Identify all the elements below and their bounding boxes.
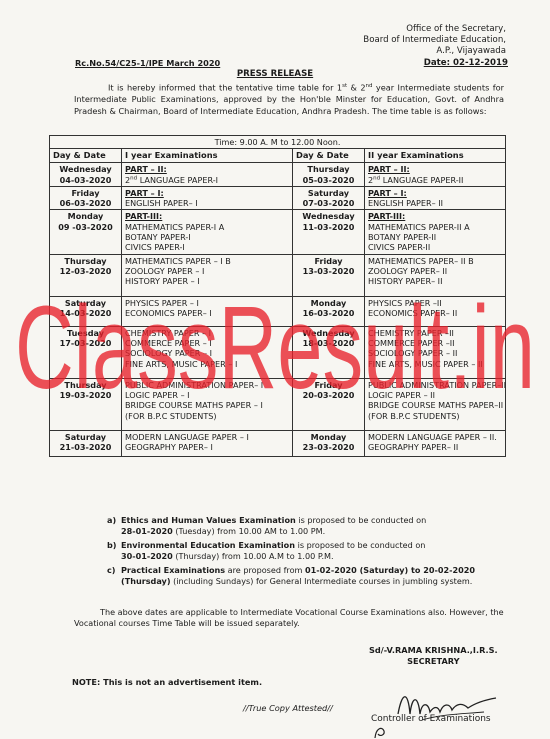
- table-row: [50, 430, 506, 456]
- exam-subjects: [122, 254, 293, 296]
- notes-list: [107, 515, 507, 591]
- exam-day: Saturday: [64, 297, 107, 308]
- note-label: b): [107, 540, 117, 551]
- exam-part: PART – I:: [368, 187, 407, 198]
- note-body: [121, 540, 507, 561]
- exam-day: Saturday: [307, 187, 350, 198]
- exam-day-date: [50, 210, 122, 254]
- exam-day: Wednesday: [302, 211, 355, 222]
- exam-date: 04-03-2020: [59, 174, 112, 185]
- exam-subject: [125, 175, 289, 185]
- exam-day: Monday: [67, 211, 104, 222]
- exam-subjects: [122, 430, 293, 456]
- exam-subject: PUBLIC ADMINISTRATION PAPER–II: [368, 379, 507, 390]
- office-address: [363, 24, 506, 57]
- exam-date: 21-03-2020: [59, 441, 112, 452]
- ordinal-suffix: nd: [130, 174, 138, 181]
- exam-subject: BOTANY PAPER-I: [125, 232, 191, 243]
- exam-subject: LOGIC PAPER – II: [368, 389, 435, 400]
- exam-subject: FINE ARTS, MUSIC PAPER – II: [368, 358, 483, 369]
- exam-day: Tuesday: [67, 327, 104, 338]
- subject-text: LANGUAGE PAPER-II: [382, 174, 464, 185]
- exam-day-date: [50, 254, 122, 296]
- note-text: (Thursday) from 10.00 A.M to 1.00 P.M.: [172, 550, 334, 561]
- language-ordinal: 2: [125, 174, 131, 185]
- exam-subject: CHEMISTRY PAPER –II: [368, 327, 454, 338]
- exam-subject: ECONOMICS PAPER– II: [368, 307, 458, 318]
- note-text: (Tuesday) from 10.00 AM to 1.00 PM.: [172, 525, 326, 536]
- ordinal-suffix: nd: [373, 174, 381, 181]
- exam-subject: (FOR B.P.C STUDENTS): [368, 410, 460, 421]
- col-header: Day & Date: [50, 149, 122, 163]
- exam-subjects: [365, 296, 506, 326]
- exam-day-date: [293, 186, 365, 210]
- exam-date: 17-03-2020: [59, 337, 112, 348]
- applicability-paragraph: The above dates are applicable to Intermediate Vocational Course Examinations also. However, the Vocational courses Time Table will be issued separately.: [74, 607, 504, 628]
- office-line: A.P., Vijayawada: [436, 46, 506, 56]
- exam-subject: [368, 175, 502, 185]
- issue-date: Date: 02-12-2019: [423, 58, 508, 68]
- note-text: is proposed to be conducted on: [295, 540, 426, 551]
- exam-subject: MATHEMATICS PAPER-II A: [368, 221, 470, 232]
- exam-day-date: [50, 430, 122, 456]
- exam-date: 16-03-2020: [302, 307, 355, 318]
- exam-subject: ECONOMICS PAPER– I: [125, 307, 212, 318]
- exam-subject: SOCIOLOGY PAPER – II: [368, 348, 458, 359]
- exam-part: PART-III:: [125, 211, 163, 222]
- exam-day: Friday: [314, 255, 343, 266]
- note-body: [121, 565, 507, 586]
- office-line: Office of the Secretary,: [406, 24, 506, 34]
- intro-text: & 2: [347, 82, 366, 93]
- intro-paragraph: [74, 81, 504, 117]
- exam-date: 20-03-2020: [302, 389, 355, 400]
- exam-subjects: [122, 163, 293, 187]
- exam-subject: PUBLIC ADMINISTRATION PAPER– I: [125, 379, 264, 390]
- intro-sup: st: [342, 83, 348, 89]
- table-row: [50, 186, 506, 210]
- exam-subject: ZOOLOGY PAPER – I: [125, 265, 205, 276]
- true-copy-attested: //True Copy Attested//: [243, 703, 333, 713]
- exam-subject: GEOGRAPHY PAPER– II: [368, 441, 459, 452]
- exam-subject: BRIDGE COURSE MATHS PAPER–II: [368, 400, 504, 411]
- exam-subject: MODERN LANGUAGE PAPER – II.: [368, 431, 497, 442]
- exam-subjects: [365, 254, 506, 296]
- exam-day: Thursday: [64, 379, 107, 390]
- exam-subjects: [122, 296, 293, 326]
- exam-date: 09 -03-2020: [58, 221, 113, 232]
- exam-subject: PHYSICS PAPER – I: [125, 297, 199, 308]
- exam-subject: (FOR B.P.C STUDENTS): [125, 410, 217, 421]
- page-title: PRESS RELEASE: [236, 69, 314, 79]
- exam-day-date: [50, 186, 122, 210]
- exam-subject: GEOGRAPHY PAPER– I: [125, 441, 213, 452]
- exam-part: PART – I:: [125, 187, 164, 198]
- exam-day-date: [293, 254, 365, 296]
- exam-subject: CIVICS PAPER-I: [125, 242, 185, 253]
- exam-subject: CIVICS PAPER-II: [368, 242, 431, 253]
- exam-subjects: [365, 210, 506, 254]
- exam-subject: ENGLISH PAPER– I: [125, 198, 198, 209]
- exam-subject: SOCIOLOGY PAPER – I: [125, 348, 212, 359]
- exam-day-date: [50, 296, 122, 326]
- exam-date: 06-03-2020: [59, 198, 112, 209]
- reference-number: Rc.No.54/C25-1/IPE March 2020: [75, 58, 221, 68]
- exam-date: 19-03-2020: [59, 389, 112, 400]
- handwritten-initial: [372, 724, 392, 739]
- exam-subject: FINE ARTS, MUSIC PAPER – I: [125, 358, 238, 369]
- time-row: [50, 136, 506, 149]
- handwritten-signature: [392, 684, 502, 732]
- exam-part: PART – II:: [368, 164, 410, 175]
- header-row: [50, 149, 506, 163]
- intro-text: year Intermediate students for Intermediate Public Examinations, approved by the Hon'ble Minster for Education, Govt. of Andhra Pradesh & Chairman, Board of Intermediate Education, Andhra Pradesh. The time table is as follows:: [74, 82, 504, 116]
- exam-day: Thursday: [307, 164, 350, 175]
- timetable-body: [50, 163, 506, 456]
- exam-subject: LOGIC PAPER – I: [125, 389, 190, 400]
- exam-subjects: [122, 326, 293, 378]
- exam-day: Thursday: [64, 255, 107, 266]
- exam-day-date: [293, 210, 365, 254]
- exam-subject: PHYSICS PAPER –II: [368, 297, 442, 308]
- exam-subject: HISTORY PAPER – I: [125, 276, 200, 287]
- exam-subject: BRIDGE COURSE MATHS PAPER – I: [125, 400, 263, 411]
- exam-subject: MATHEMATICS PAPER-I A: [125, 221, 225, 232]
- exam-subjects: [122, 378, 293, 430]
- exam-subject: ENGLISH PAPER– II: [368, 198, 444, 209]
- exam-subject: COMMERCE PAPER –II: [368, 337, 455, 348]
- advertisement-note: NOTE: This is not an advertisement item.: [72, 677, 263, 687]
- note-label: c): [107, 565, 116, 576]
- exam-subject: HISTORY PAPER– II: [368, 276, 443, 287]
- exam-subjects: [365, 326, 506, 378]
- note-body: [121, 515, 507, 536]
- exam-day-date: [293, 430, 365, 456]
- intro-sup: nd: [365, 83, 373, 89]
- note-item: [107, 515, 507, 536]
- exam-subject: MATHEMATICS PAPER– II B: [368, 255, 474, 266]
- table-row: [50, 296, 506, 326]
- exam-part: PART-III:: [368, 211, 406, 222]
- language-ordinal: 2: [368, 174, 374, 185]
- table-row: [50, 210, 506, 254]
- note-date: 28-01-2020: [121, 525, 173, 536]
- exam-day-date: [50, 326, 122, 378]
- signatory-block: [369, 645, 498, 667]
- signatory-name: Sd/-V.RAMA KRISHNA.,I.R.S.: [369, 645, 498, 655]
- col-header: I year Examinations: [122, 149, 293, 163]
- exam-day: Monday: [310, 297, 347, 308]
- exam-day: Friday: [314, 379, 343, 390]
- col-header: II year Examinations: [365, 149, 506, 163]
- exam-date: 07-03-2020: [302, 198, 355, 209]
- office-line: Board of Intermediate Education,: [363, 35, 506, 45]
- exam-day-date: [293, 163, 365, 187]
- note-bold: Ethics and Human Values Examination: [121, 515, 296, 525]
- col-header: Day & Date: [293, 149, 365, 163]
- exam-day-date: [293, 296, 365, 326]
- exam-date: 11-03-2020: [302, 221, 355, 232]
- note-text: (including Sundays) for General Intermediate courses in jumbling system.: [170, 575, 473, 586]
- exam-subject: MATHEMATICS PAPER – I B: [125, 255, 231, 266]
- signatory-designation: SECRETARY: [407, 656, 460, 666]
- note-text: is proposed to be conducted on: [295, 515, 427, 525]
- note-item: [107, 540, 507, 561]
- exam-part: PART – II:: [125, 164, 167, 175]
- exam-day-date: [293, 378, 365, 430]
- exam-subject: CHEMISTRY PAPER – I: [125, 327, 212, 338]
- table-row: [50, 326, 506, 378]
- exam-date: 05-03-2020: [302, 174, 355, 185]
- exam-date: 23-03-2020: [302, 441, 355, 452]
- table-row: [50, 378, 506, 430]
- note-date: 30-01-2020: [121, 550, 173, 561]
- intro-text: It is hereby informed that the tentative time table for 1: [108, 82, 343, 93]
- exam-day-date: [50, 378, 122, 430]
- exam-day: Wednesday: [59, 164, 112, 175]
- svg-text:ClassResult.in: ClassResult.in: [15, 282, 535, 410]
- exam-subject: MODERN LANGUAGE PAPER – I: [125, 431, 249, 442]
- exam-date: 12-03-2020: [59, 265, 112, 276]
- exam-day: Wednesday: [302, 327, 355, 338]
- exam-day-date: [50, 163, 122, 187]
- exam-subject: ZOOLOGY PAPER– II: [368, 265, 448, 276]
- note-bold: Practical Examinations: [121, 565, 226, 576]
- note-bold: Environmental Education Examination: [121, 540, 295, 551]
- note-item: [107, 565, 507, 586]
- exam-subjects: [365, 378, 506, 430]
- controller-designation: Controller of Examinations: [371, 714, 491, 724]
- exam-subjects: [122, 186, 293, 210]
- exam-date: 13-03-2020: [302, 265, 355, 276]
- exam-day: Monday: [310, 431, 347, 442]
- note-date: 01-02-2020 (Saturday) to 20-02-2020 (Thursday): [121, 565, 476, 586]
- exam-subjects: [365, 430, 506, 456]
- exam-subjects: [365, 163, 506, 187]
- exam-day-date: [293, 326, 365, 378]
- exam-time: Time: 9.00 A. M to 12.00 Noon.: [50, 136, 506, 149]
- subject-text: LANGUAGE PAPER-I: [139, 174, 219, 185]
- timetable: [49, 135, 506, 457]
- exam-date: 18-03-2020: [302, 337, 355, 348]
- exam-subjects: [122, 210, 293, 254]
- table-row: [50, 163, 506, 187]
- note-label: a): [107, 515, 117, 525]
- exam-day: Friday: [71, 187, 100, 198]
- exam-subject: BOTANY PAPER-II: [368, 232, 437, 243]
- exam-day: Saturday: [64, 431, 107, 442]
- note-text: are proposed from: [225, 565, 305, 576]
- exam-subject: COMMERCE PAPER – I: [125, 337, 212, 348]
- exam-date: 14-03-2020: [59, 307, 112, 318]
- exam-subjects: [365, 186, 506, 210]
- table-row: [50, 254, 506, 296]
